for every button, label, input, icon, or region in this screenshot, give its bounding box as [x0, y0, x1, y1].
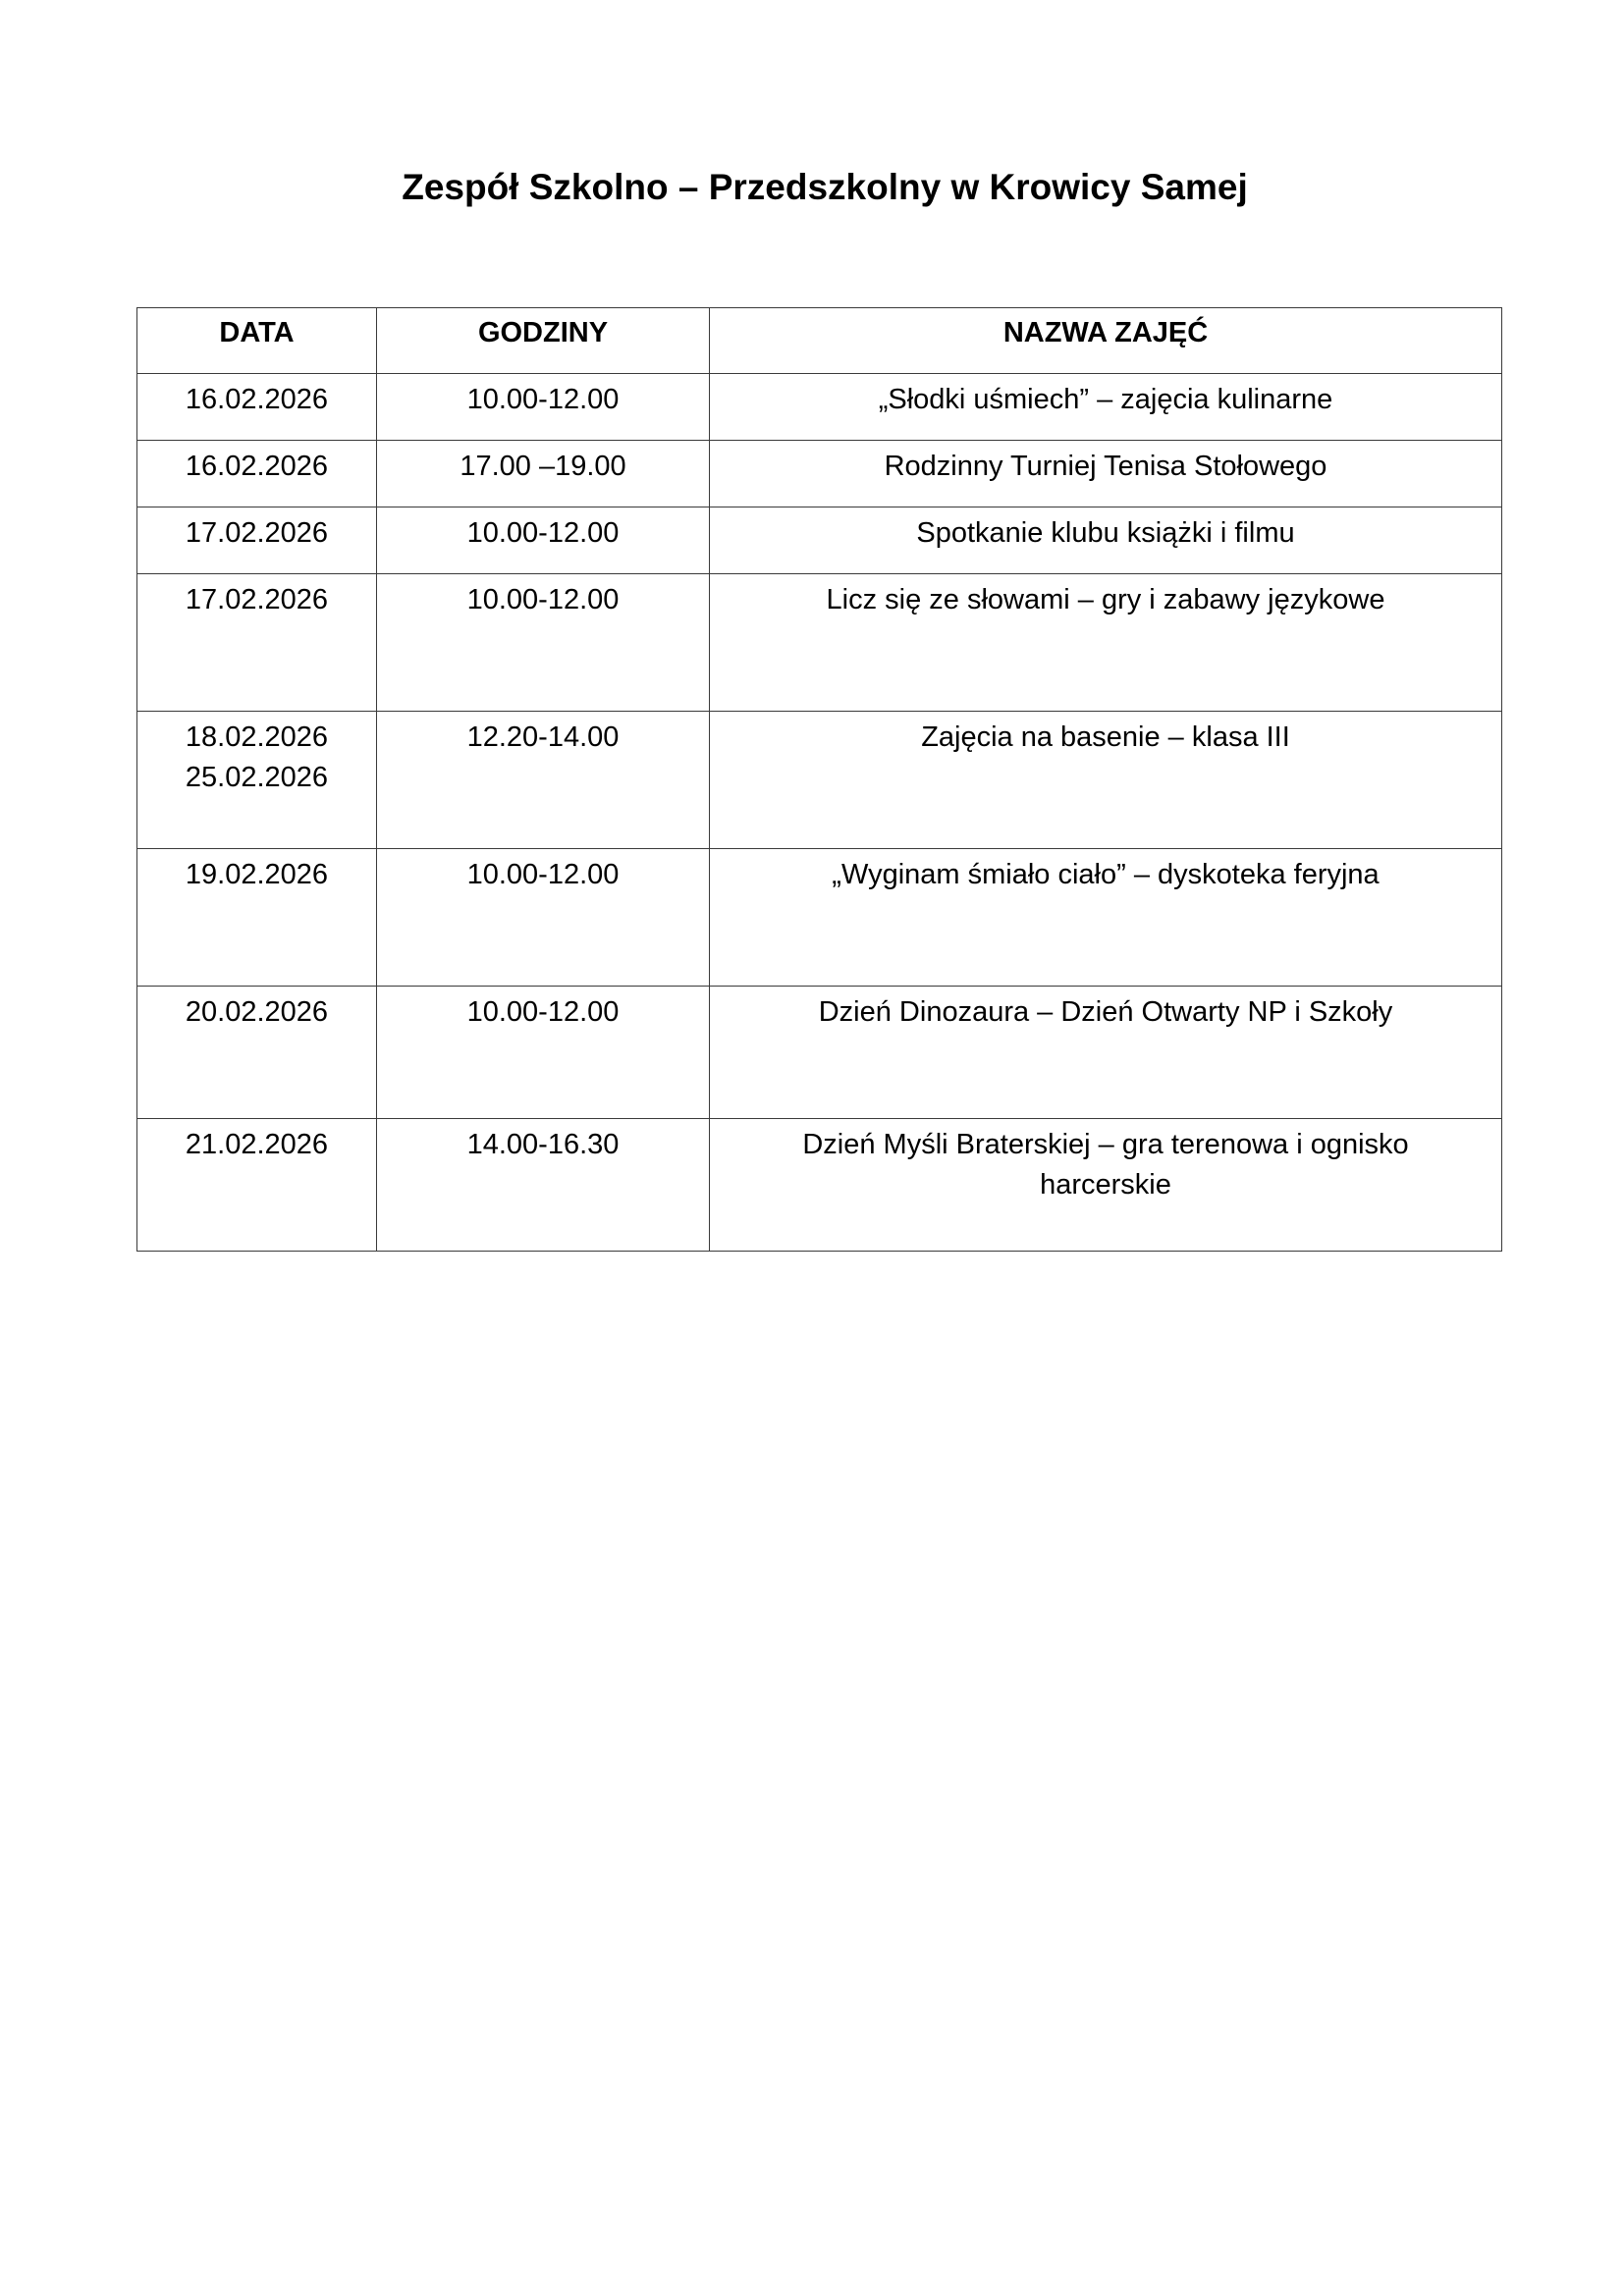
activity-text: Zajęcia na basenie – klasa III	[921, 721, 1290, 753]
cell-date	[137, 712, 377, 849]
date-text: 18.02.2026	[185, 721, 329, 753]
cell-activity-name	[710, 712, 1502, 849]
cell-hours: 17.00 –19.00	[377, 441, 710, 507]
cell-date	[137, 574, 377, 712]
cell-activity-name	[710, 849, 1502, 987]
schedule-table	[136, 307, 1502, 1252]
cell-activity-name	[710, 987, 1502, 1119]
page-title: Zespół Szkolno – Przedszkolny w Krowicy Samej	[402, 167, 1248, 207]
table-row	[137, 374, 1502, 441]
table-row	[137, 712, 1502, 849]
cell-date	[137, 507, 377, 574]
cell-activity-name	[710, 507, 1502, 574]
table-row	[137, 849, 1502, 987]
cell-hours: 10.00-12.00	[377, 507, 710, 574]
cell-date	[137, 987, 377, 1119]
cell-date	[137, 1119, 377, 1252]
activity-text: „Słodki uśmiech” – zajęcia kulinarne	[878, 384, 1333, 415]
date-text: 25.02.2026	[185, 762, 329, 793]
activity-text: „Wyginam śmiało ciało” – dyskoteka feryjna	[832, 859, 1380, 890]
date-text: 16.02.2026	[185, 451, 329, 482]
cell-hours: 10.00-12.00	[377, 374, 710, 441]
header-date: DATA	[137, 308, 377, 374]
activity-text: Rodzinny Turniej Tenisa Stołowego	[884, 451, 1327, 482]
cell-activity-name	[710, 441, 1502, 507]
cell-activity-name	[710, 574, 1502, 712]
cell-activity-name	[710, 374, 1502, 441]
cell-date	[137, 374, 377, 441]
table-row	[137, 1119, 1502, 1252]
header-hours: GODZINY	[377, 308, 710, 374]
table-row	[137, 441, 1502, 507]
activity-text: harcerskie	[1040, 1169, 1171, 1201]
cell-hours: 10.00-12.00	[377, 849, 710, 987]
cell-activity-name	[710, 1119, 1502, 1252]
cell-hours: 12.20-14.00	[377, 712, 710, 849]
activity-text: Dzień Myśli Braterskiej – gra terenowa i ognisko	[802, 1129, 1409, 1160]
date-text: 17.02.2026	[185, 517, 329, 549]
cell-date	[137, 849, 377, 987]
table-row	[137, 987, 1502, 1119]
cell-hours: 14.00-16.30	[377, 1119, 710, 1252]
cell-date	[137, 441, 377, 507]
date-text: 21.02.2026	[185, 1129, 329, 1160]
cell-hours: 10.00-12.00	[377, 987, 710, 1119]
table-row	[137, 574, 1502, 712]
date-text: 17.02.2026	[185, 584, 329, 615]
date-text: 16.02.2026	[185, 384, 329, 415]
table-row	[137, 507, 1502, 574]
activity-text: Dzień Dinozaura – Dzień Otwarty NP i Szkoły	[818, 996, 1393, 1028]
table-header-row	[137, 308, 1502, 374]
header-activity-name: NAZWA ZAJĘĆ	[710, 308, 1502, 374]
date-text: 20.02.2026	[185, 996, 329, 1028]
activity-text: Licz się ze słowami – gry i zabawy językowe	[826, 584, 1385, 615]
activity-text: Spotkanie klubu książki i filmu	[916, 517, 1295, 549]
date-text: 19.02.2026	[185, 859, 329, 890]
cell-hours: 10.00-12.00	[377, 574, 710, 712]
